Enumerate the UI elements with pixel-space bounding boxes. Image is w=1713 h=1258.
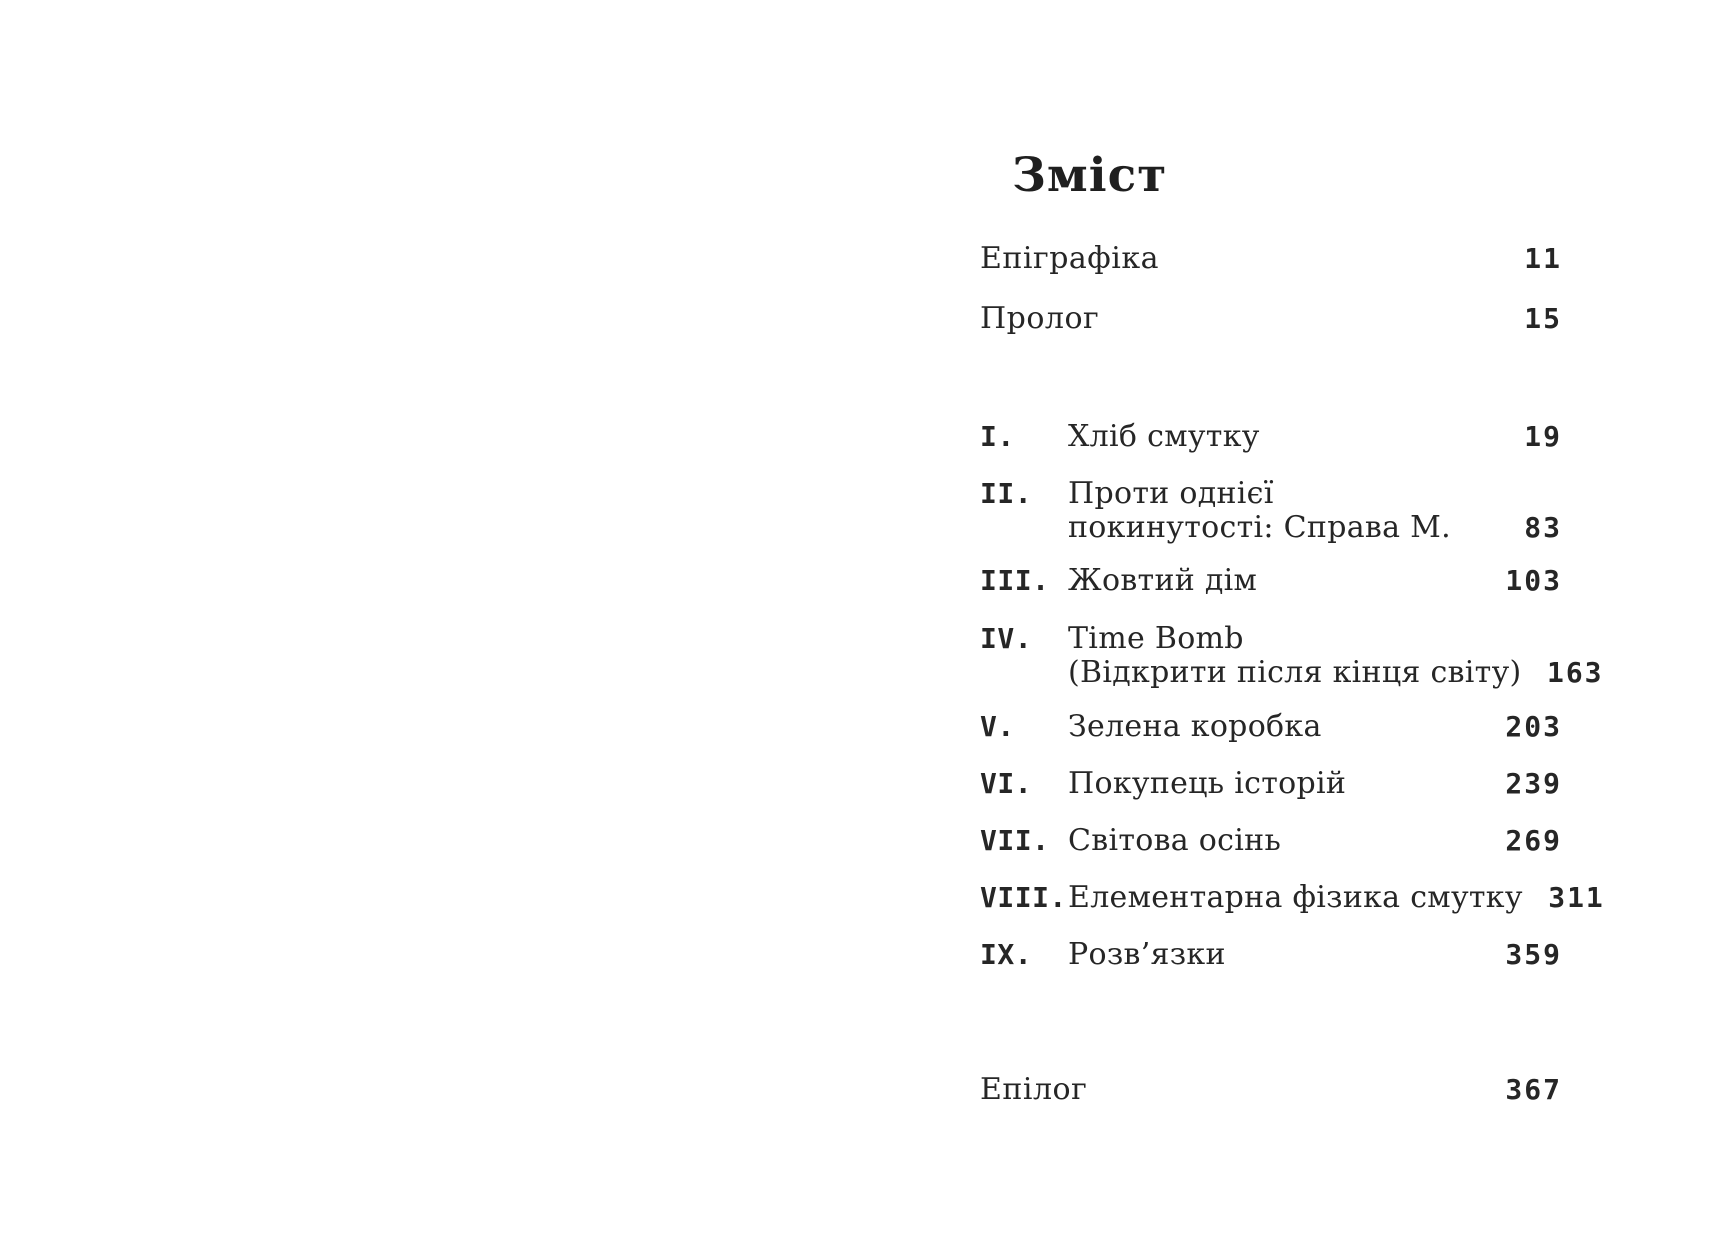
chapter-title-line: Time Bomb (1068, 621, 1244, 656)
page-number: 103 (1505, 564, 1562, 597)
chapter-title-line: Зелена коробка (1068, 709, 1322, 744)
chapter-title-line: Елементарна фізика смутку (1068, 880, 1523, 915)
toc-row-epilog (980, 1073, 1560, 1107)
toc-row-chapter-6 (980, 767, 1560, 801)
table-of-contents (980, 0, 1605, 1258)
chapter-numeral: VIII. (980, 881, 1067, 914)
chapter-title-line: Покупець історій (1068, 766, 1347, 801)
toc-row-chapter-4 (980, 621, 1604, 690)
chapter-title-line: (Відкрити після кінця світу) (1068, 655, 1522, 690)
page-number: 83 (1524, 511, 1562, 544)
chapter-numeral: VI. (980, 767, 1033, 800)
chapter-numeral: I. (980, 420, 1015, 453)
page-number: 311 (1548, 881, 1605, 914)
chapter-title-line: Проти однієї (1068, 476, 1274, 511)
toc-row-chapter-2 (980, 477, 1560, 545)
page-number: 239 (1505, 767, 1562, 800)
page-number: 367 (1505, 1073, 1562, 1106)
toc-row-chapter-5 (980, 710, 1560, 744)
page-title: Зміст (1012, 148, 1168, 204)
chapter-title (1068, 767, 1480, 801)
toc-entry-label: Пролог (980, 301, 1100, 336)
page-number: 19 (1524, 420, 1562, 453)
chapter-title (1068, 824, 1480, 858)
chapter-title (1068, 710, 1480, 744)
page-number: 269 (1505, 824, 1562, 857)
page-number: 11 (1524, 242, 1562, 275)
toc-row-chapter-3 (980, 564, 1560, 598)
page-number: 359 (1505, 938, 1562, 971)
chapter-numeral: VII. (980, 824, 1050, 857)
chapter-title-line: Світова осінь (1068, 823, 1282, 858)
chapter-title-line: Хліб смутку (1068, 419, 1260, 454)
toc-row-epigraphika (980, 242, 1560, 276)
chapter-numeral: III. (980, 564, 1050, 597)
chapter-numeral: IV. (980, 622, 1033, 655)
toc-row-chapter-9 (980, 938, 1560, 972)
chapter-title (1068, 938, 1480, 972)
chapter-title-line: Жовтий дім (1068, 563, 1258, 598)
toc-row-chapter-7 (980, 824, 1560, 858)
chapter-numeral: IX. (980, 938, 1033, 971)
toc-entry-label: Епілог (980, 1072, 1088, 1107)
chapter-title (1068, 881, 1523, 915)
chapter-title (1068, 420, 1480, 454)
page-number: 163 (1546, 656, 1604, 689)
chapter-title (1068, 477, 1480, 545)
chapter-title-line: Розв’язки (1068, 937, 1226, 972)
toc-entry-label: Епіграфіка (980, 241, 1160, 276)
page-number: 15 (1524, 302, 1562, 335)
chapter-numeral: V. (980, 710, 1015, 743)
chapter-title (1068, 622, 1522, 690)
chapter-title-line: покинутості: Справа М. (1068, 510, 1451, 545)
toc-row-chapter-1 (980, 420, 1560, 454)
toc-row-prolog (980, 302, 1560, 336)
chapter-numeral: II. (980, 477, 1033, 510)
toc-row-chapter-8 (980, 880, 1605, 915)
page-number: 203 (1505, 710, 1562, 743)
chapter-title (1068, 564, 1480, 598)
